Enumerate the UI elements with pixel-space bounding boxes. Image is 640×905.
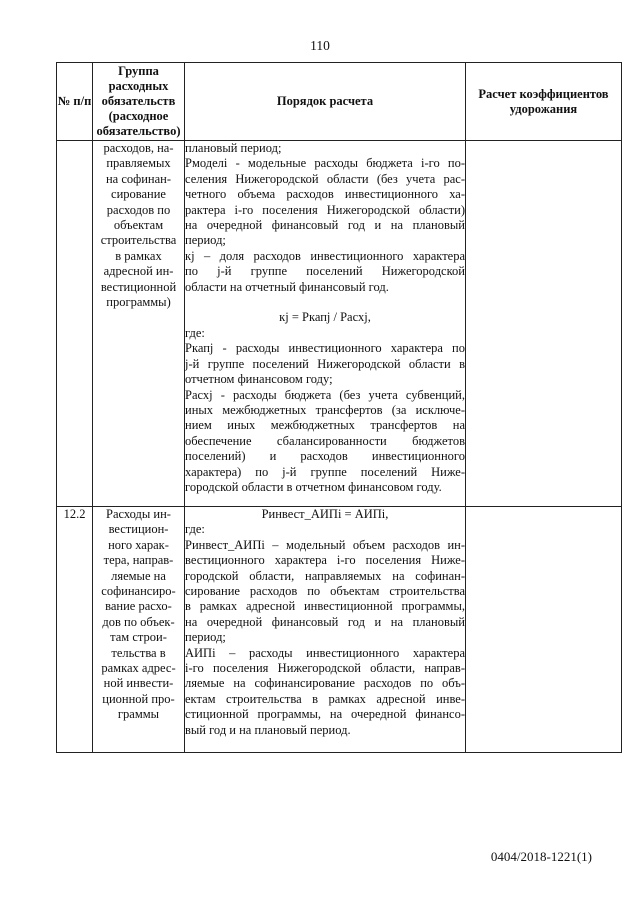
order-spacer <box>185 295 465 310</box>
order-line: где: <box>185 325 205 340</box>
row-group <box>93 507 185 753</box>
group-line: там строи- <box>110 630 167 645</box>
group-line: софинансиро- <box>101 584 176 599</box>
order-line: кj – доля расходов инвестиционного характера <box>185 248 465 263</box>
order-line: селения Нижегородской области (без учета рас- <box>185 171 465 186</box>
group-line: вестиционной <box>100 279 177 294</box>
header-group-line: обязательство) <box>96 124 181 138</box>
order-line: ляемые на софинансирование расходов по объ- <box>185 676 465 691</box>
group-line: на софинан- <box>105 171 172 186</box>
header-group-line: обязательств <box>101 94 176 108</box>
row-order <box>185 507 466 753</box>
order-line: вестиционного характера i-го поселения Ниже- <box>185 553 465 568</box>
order-line: в рамках адресной инвестиционной программы, <box>185 599 465 614</box>
group-line: граммы <box>117 707 160 722</box>
formula-line: Ринвест_АИПi = АИПi, <box>261 507 389 521</box>
table-row <box>57 507 622 753</box>
row-order <box>185 141 466 507</box>
order-line: ектам строительства в рамках адресной инве- <box>185 691 465 706</box>
order-line: Ркапj - расходы инвестиционного характера по <box>185 341 465 356</box>
row-number: 12.2 <box>57 507 93 753</box>
order-line: рактера i-го поселения Нижегородской области) <box>185 202 465 217</box>
order-line: городской области в отчетном финансовом году. <box>185 479 442 494</box>
order-line: j-й группе поселений Нижегородской области в <box>185 356 465 371</box>
order-line: i-го поселения Нижегородской области, направ- <box>185 661 465 676</box>
group-line: ционной про- <box>102 691 175 706</box>
order-line: АИПi – расходы инвестиционного характера <box>185 645 465 660</box>
order-line: четного объема расходов инвестиционного ха- <box>185 187 465 202</box>
group-line: ляемые на <box>111 568 166 583</box>
group-line: адресной ин- <box>103 264 174 279</box>
order-line: плановый период; <box>185 141 282 155</box>
row-number <box>57 141 93 507</box>
order-line: городской области, направляемых на софинан- <box>185 568 465 583</box>
order-line: Ринвест_АИПi – модельный объем расходов ин- <box>185 537 465 552</box>
header-calc: Расчет коэффициентов удорожания <box>466 63 622 141</box>
group-line: строительства <box>100 233 177 248</box>
group-line: тельства в <box>111 645 166 660</box>
group-line: ного харак- <box>108 537 169 552</box>
group-line: расходов, на- <box>103 141 174 155</box>
order-line: отчетном финансовом году; <box>185 372 333 387</box>
group-line: Расходы ин- <box>106 507 171 521</box>
order-line: Рмоделi - модельные расходы бюджета i-го по- <box>185 156 465 171</box>
group-line: правляемых <box>106 156 171 171</box>
order-line: на очередной финансовый год и на плановый <box>185 614 465 629</box>
order-line: Расхj - расходы бюджета (без учета субвенций, <box>185 387 465 402</box>
order-line: где: <box>185 522 205 537</box>
order-line: характера) по j-й группе поселений Ниже- <box>185 464 465 479</box>
group-line: объектам <box>113 218 164 233</box>
table-header-row <box>57 63 622 141</box>
header-num: № п/п <box>57 63 93 141</box>
order-line: период; <box>185 233 226 248</box>
page-number: 110 <box>310 38 330 53</box>
header-group-line: (расходное <box>108 109 169 123</box>
group-line: вестицион- <box>108 522 169 537</box>
order-line: стиционной программы, на очередной финансо- <box>185 707 465 722</box>
order-line: поселений) и расходов инвестиционного <box>185 449 465 464</box>
group-line: сирование <box>111 187 166 202</box>
group-line: вание расхо- <box>105 599 172 614</box>
group-line: расходов по <box>106 202 171 217</box>
header-order: Порядок расчета <box>185 63 466 141</box>
group-line: ной инвести- <box>103 676 174 691</box>
document-code: 0404/2018-1221(1) <box>490 849 592 864</box>
calculation-table <box>56 62 622 753</box>
group-line: рамках адрес- <box>101 661 176 676</box>
table-row <box>57 141 622 507</box>
order-line: сирование расходов по объектам строительства <box>185 584 465 599</box>
order-line: обеспечение сбалансированности бюджетов <box>185 433 465 448</box>
group-line: дов по объек- <box>102 614 175 629</box>
header-group <box>93 63 185 141</box>
order-line: вый год и на плановый период. <box>185 722 351 737</box>
row-calc <box>466 141 622 507</box>
group-line: в рамках <box>115 248 162 263</box>
header-group-line: Группа <box>118 64 159 78</box>
formula-line: кj = Ркапj / Расхj, <box>279 310 371 325</box>
order-line: иных межбюджетных трансфертов (за исключе- <box>185 402 465 417</box>
order-line: по j-й группе поселений Нижегородской <box>185 264 465 279</box>
group-line: тера, направ- <box>103 553 174 568</box>
order-line: нием иных межбюджетных трансфертов на <box>185 418 465 433</box>
group-line: программы) <box>106 295 171 310</box>
header-group-line: расходных <box>108 79 169 93</box>
row-group <box>93 141 185 507</box>
order-line: области на отчетный финансовый год. <box>185 279 389 294</box>
order-line: период; <box>185 630 226 645</box>
row-calc <box>466 507 622 753</box>
order-line: на очередной финансовый год и на плановый <box>185 218 465 233</box>
